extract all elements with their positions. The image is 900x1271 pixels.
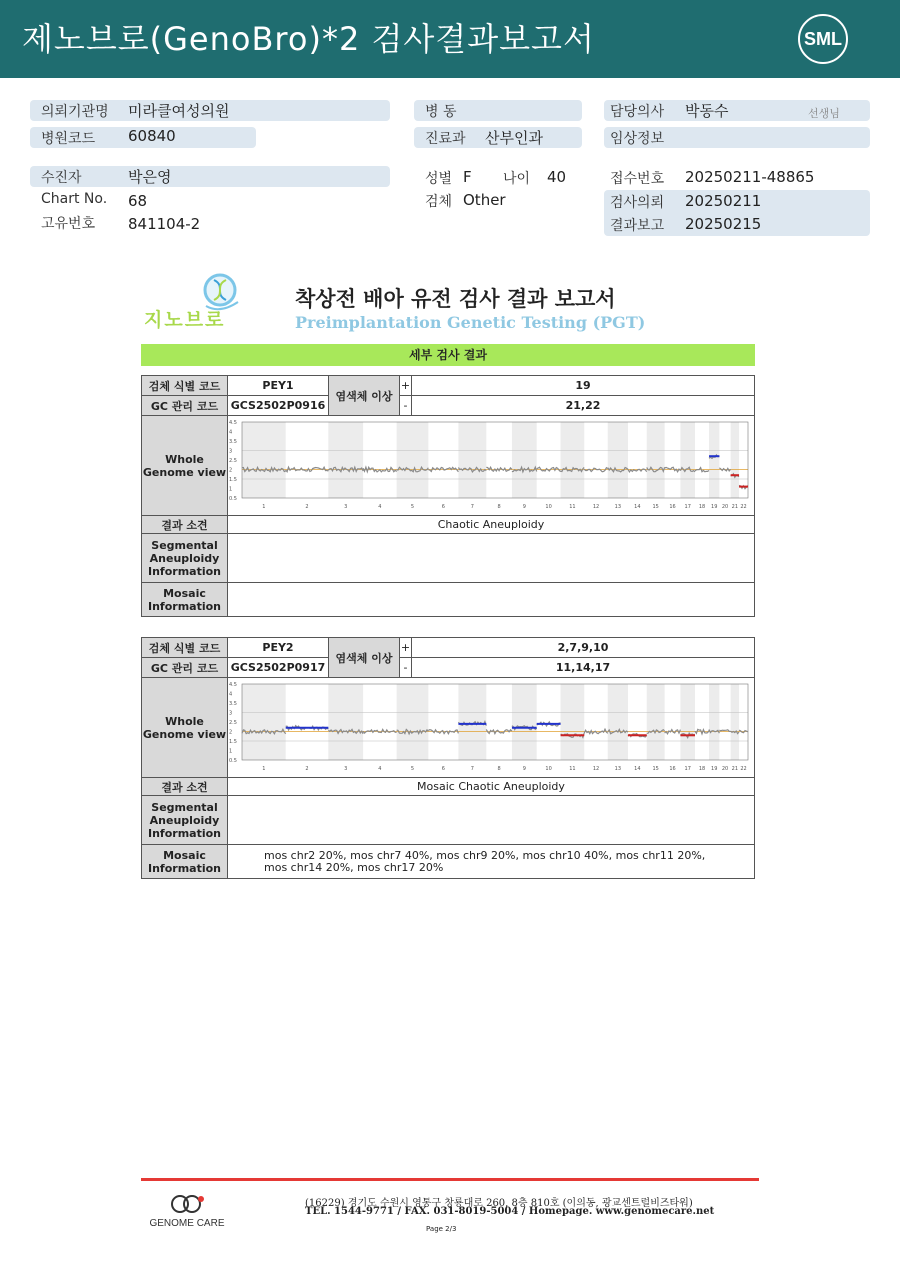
chromosome-band — [242, 422, 286, 498]
chromosome-band — [458, 422, 486, 498]
segmental-label: Segmental Aneuploidy Information — [142, 796, 228, 845]
y-tick-label: 2 — [229, 467, 233, 474]
x-tick-label: 6 — [441, 766, 445, 772]
table-row — [142, 678, 755, 778]
x-tick-label: 17 — [684, 766, 691, 772]
genobro-logo-word: 지노브로 — [144, 309, 226, 331]
patient-value: 박은영 — [128, 168, 172, 186]
segmental-value — [228, 796, 755, 845]
chromosome-band — [731, 422, 739, 498]
x-tick-label: 18 — [698, 504, 706, 510]
x-tick-label: 19 — [711, 766, 718, 772]
page-number: Page 2/3 — [426, 1225, 457, 1233]
x-tick-label: 14 — [634, 504, 641, 510]
footer-divider — [141, 1178, 759, 1181]
x-tick-label: 7 — [470, 766, 474, 772]
segmental-value — [228, 534, 755, 583]
chromosome-band — [680, 684, 695, 760]
y-tick-label: 0.5 — [229, 496, 237, 502]
y-tick-label: 2 — [229, 729, 233, 736]
x-tick-label: 21 — [731, 504, 739, 510]
hospital-code-label: 병원코드 — [41, 131, 96, 147]
chromosome-band — [561, 684, 585, 760]
y-tick-label: 4.5 — [229, 420, 237, 426]
chromosome-band — [328, 684, 363, 760]
y-tick-label: 2.5 — [229, 720, 237, 726]
x-tick-label: 11 — [569, 504, 576, 510]
request-value: 20250211 — [685, 192, 762, 210]
x-tick-label: 20 — [721, 766, 729, 772]
x-tick-label: 17 — [684, 504, 691, 510]
gain-value: 2,7,9,10 — [412, 638, 755, 658]
chromosome-band — [397, 422, 429, 498]
abnormal-label: 염색체 이상 — [329, 638, 400, 678]
genobro-logo-text — [144, 305, 225, 332]
x-tick-label: 12 — [592, 504, 600, 510]
chromosome-band — [458, 684, 486, 760]
gain-sign: + — [400, 376, 412, 396]
plot-cell — [228, 678, 755, 778]
mosaic-value — [228, 583, 755, 617]
table-row — [142, 796, 755, 845]
chromosome-band — [647, 422, 665, 498]
table-row — [142, 416, 755, 516]
doctor-suffix: 선생님 — [808, 107, 840, 120]
patient-label: 수진자 — [41, 170, 82, 186]
clinical-label: 임상정보 — [610, 131, 665, 147]
age-value: 40 — [547, 168, 567, 186]
document-title: 제노브로(GenoBro)*2 검사결과보고서 — [22, 20, 595, 58]
chart-value: 68 — [128, 192, 148, 210]
x-tick-label: 5 — [410, 766, 415, 772]
specimen-id-label: 검체 식별 코드 — [142, 638, 228, 658]
table-row — [142, 658, 755, 678]
chromosome-band — [680, 422, 695, 498]
sex-value: F — [463, 168, 472, 186]
abnormal-label: 염색체 이상 — [329, 376, 400, 416]
whole-genome-plot — [228, 678, 752, 774]
x-tick-label: 4 — [378, 504, 382, 510]
y-tick-label: 4 — [229, 429, 233, 436]
chromosome-band — [608, 684, 628, 760]
x-tick-label: 19 — [711, 504, 718, 510]
table-row — [142, 845, 755, 879]
request-label: 검사의뢰 — [610, 195, 665, 211]
y-tick-label: 3.5 — [229, 439, 237, 445]
x-tick-label: 1 — [262, 504, 266, 510]
table-row — [142, 778, 755, 796]
y-tick-label: 3 — [229, 710, 233, 717]
hospital-code-value: 60840 — [128, 127, 176, 145]
specimen-value: Other — [463, 191, 506, 209]
gc-code-label: GC 관리 코드 — [142, 396, 228, 416]
specimen-id-value: PEY1 — [228, 376, 329, 396]
footer-address: (16229) 경기도 수원시 영통구 창룡대로 260, 8층 810호 (이의동, 광교센트럴비즈타워) — [305, 1198, 693, 1209]
finding-label: 결과 소견 — [142, 516, 228, 534]
chromosome-band — [397, 684, 429, 760]
wgv-label: Whole Genome view — [142, 416, 228, 516]
institution-label: 의뢰기관명 — [41, 104, 109, 120]
x-tick-label: 21 — [731, 766, 739, 772]
finding-value: Mosaic Chaotic Aneuploidy — [228, 778, 755, 796]
gain-sign: + — [400, 638, 412, 658]
id-label: 고유번호 — [41, 216, 96, 232]
y-tick-label: 1 — [229, 486, 233, 493]
chromosome-band — [647, 684, 665, 760]
svg-text:SML: SML — [804, 29, 842, 49]
dept-label: 진료과 — [425, 131, 466, 147]
wgv-label: Whole Genome view — [142, 678, 228, 778]
section-header: 세부 검사 결과 — [141, 344, 755, 366]
chromosome-band — [512, 684, 537, 760]
x-tick-label: 8 — [497, 766, 501, 772]
gc-code-value: GCS2502P0917 — [228, 658, 329, 678]
gc-code-value: GCS2502P0916 — [228, 396, 329, 416]
x-tick-label: 10 — [545, 504, 552, 510]
chromosome-band — [328, 422, 363, 498]
table-row — [142, 516, 755, 534]
age-label: 나이 — [503, 171, 531, 187]
cn-trace — [719, 468, 730, 471]
chromosome-band — [512, 422, 537, 498]
x-tick-label: 12 — [592, 766, 600, 772]
x-tick-label: 1 — [262, 766, 266, 772]
plot-frame — [242, 422, 748, 498]
x-tick-label: 2 — [305, 504, 309, 510]
y-tick-label: 1.5 — [229, 739, 237, 745]
loss-value: 21,22 — [412, 396, 755, 416]
chromosome-band — [709, 684, 719, 760]
y-tick-label: 1.5 — [229, 477, 237, 483]
table-row — [142, 534, 755, 583]
specimen-id-value: PEY2 — [228, 638, 329, 658]
x-tick-label: 4 — [378, 766, 382, 772]
table-row — [142, 396, 755, 416]
y-tick-label: 1 — [229, 748, 233, 755]
specimen-id-label: 검체 식별 코드 — [142, 376, 228, 396]
x-tick-label: 9 — [522, 504, 526, 510]
plot-frame — [242, 684, 748, 760]
x-tick-label: 15 — [652, 766, 659, 772]
x-tick-label: 10 — [545, 766, 552, 772]
segmental-label: Segmental Aneuploidy Information — [142, 534, 228, 583]
table-row — [142, 583, 755, 617]
table-row — [142, 376, 755, 396]
mosaic-label: Mosaic Information — [142, 845, 228, 879]
report-date-value: 20250215 — [685, 215, 762, 233]
x-tick-label: 22 — [740, 766, 747, 772]
chromosome-band — [731, 684, 739, 760]
x-tick-label: 22 — [740, 504, 747, 510]
gc-code-label: GC 관리 코드 — [142, 658, 228, 678]
specimen-label: 검체 — [425, 194, 453, 210]
x-tick-label: 3 — [344, 504, 348, 510]
mosaic-label: Mosaic Information — [142, 583, 228, 617]
x-tick-label: 11 — [569, 766, 576, 772]
table-row — [142, 638, 755, 658]
loss-value: 11,14,17 — [412, 658, 755, 678]
chromosome-band — [608, 422, 628, 498]
y-tick-label: 2.5 — [229, 458, 237, 464]
svg-text:GENOME CARE: GENOME CARE — [149, 1218, 225, 1229]
footer-contact: TEL. 1544-9771 / FAX. 031-8019-5004 / Homepage. www.genomecare.net — [305, 1206, 715, 1217]
report-date-label: 결과보고 — [610, 218, 665, 234]
x-tick-label: 16 — [669, 766, 676, 772]
x-tick-label: 20 — [721, 504, 729, 510]
x-tick-label: 13 — [614, 766, 622, 772]
x-tick-label: 8 — [497, 504, 501, 510]
id-value: 841104-2 — [128, 215, 201, 233]
mosaic-value: mos chr2 20%, mos chr7 40%, mos chr9 20%, mos chr10 40%, mos chr11 20%, mos chr14 20%, mos chr17 20% — [228, 845, 755, 879]
x-tick-label: 14 — [634, 766, 641, 772]
x-tick-label: 7 — [470, 504, 474, 510]
x-tick-label: 2 — [305, 766, 309, 772]
x-tick-label: 6 — [441, 504, 445, 510]
institution-value: 미라클여성의원 — [128, 102, 230, 120]
report-title: 착상전 배아 유전 검사 결과 보고서 — [295, 287, 616, 311]
finding-label: 결과 소견 — [142, 778, 228, 796]
cn-trace — [486, 729, 512, 733]
chart-label: Chart No. — [41, 191, 108, 207]
y-tick-label: 3.5 — [229, 701, 237, 707]
x-tick-label: 15 — [652, 504, 659, 510]
x-tick-label: 5 — [410, 504, 415, 510]
report-subtitle: Preimplantation Genetic Testing (PGT) — [295, 313, 646, 332]
doctor-value: 박동수 — [685, 102, 729, 120]
doctor-label: 담당의사 — [610, 104, 665, 120]
sml-logo — [792, 12, 854, 66]
y-tick-label: 0.5 — [229, 758, 237, 764]
whole-genome-plot — [228, 416, 752, 512]
x-tick-label: 16 — [669, 504, 676, 510]
chromosome-band — [242, 684, 286, 760]
loss-sign: - — [400, 396, 412, 416]
y-tick-label: 3 — [229, 448, 233, 455]
finding-value: Chaotic Aneuploidy — [228, 516, 755, 534]
sample-table-2 — [141, 637, 755, 879]
receipt-label: 접수번호 — [610, 171, 665, 187]
y-tick-label: 4.5 — [229, 682, 237, 688]
x-tick-label: 18 — [698, 766, 706, 772]
x-tick-label: 9 — [522, 766, 526, 772]
cn-trace — [584, 729, 608, 733]
x-tick-label: 3 — [344, 766, 348, 772]
sex-label: 성별 — [425, 171, 453, 187]
ward-label: 병 동 — [425, 104, 457, 120]
receipt-value: 20250211-48865 — [685, 168, 815, 186]
sample-table-1 — [141, 375, 755, 617]
chromosome-band — [709, 422, 719, 498]
cn-trace — [428, 730, 458, 734]
gain-value: 19 — [412, 376, 755, 396]
patient-row — [30, 166, 390, 187]
loss-sign: - — [400, 658, 412, 678]
dept-value: 산부인과 — [485, 129, 543, 147]
chromosome-band — [561, 422, 585, 498]
genome-care-logo — [140, 1190, 235, 1230]
plot-cell — [228, 416, 755, 516]
x-tick-label: 13 — [614, 504, 622, 510]
y-tick-label: 4 — [229, 691, 233, 698]
